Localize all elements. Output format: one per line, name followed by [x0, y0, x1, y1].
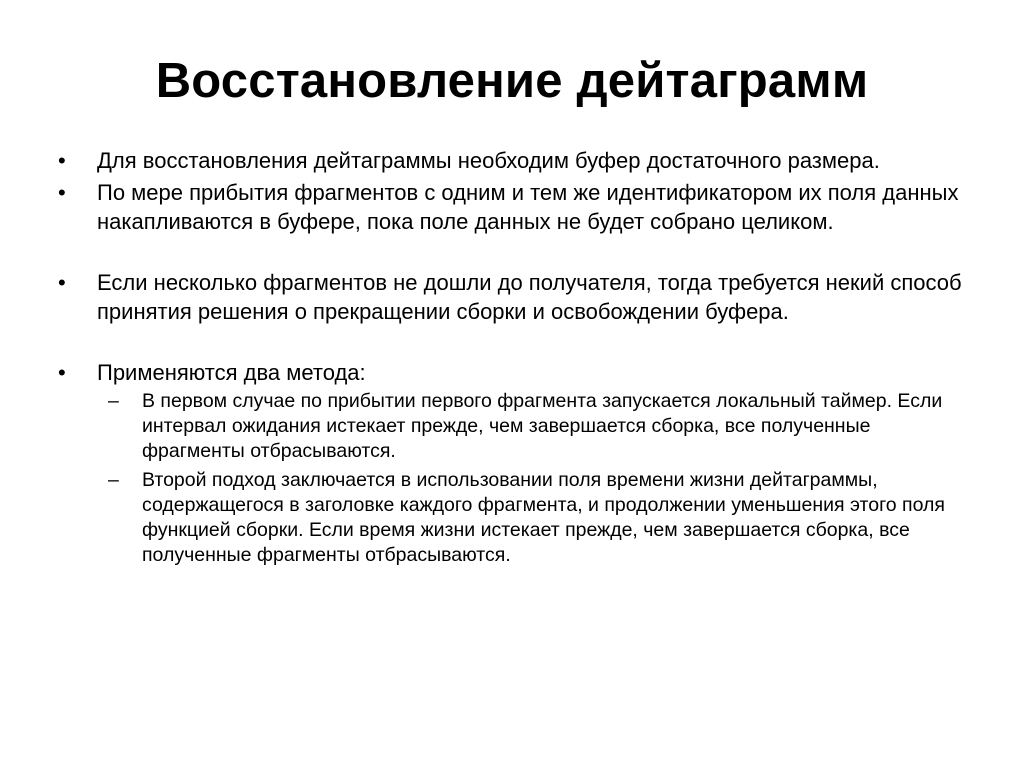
- bullet-item: [55, 178, 975, 237]
- bullet-marker: •: [58, 359, 66, 385]
- bullet-text: Для восстановления дейтаграммы необходим буфер достаточного размера.: [97, 148, 880, 173]
- bullet-text: Применяются два метода:: [97, 359, 366, 385]
- bullet-marker: •: [58, 148, 66, 173]
- sub-bullet-marker: –: [108, 390, 119, 412]
- bullet-item: [55, 358, 975, 388]
- slide-title: Восстановление дейтаграмм: [155, 54, 869, 108]
- bullet-marker: •: [58, 179, 66, 205]
- bullet-item: [55, 268, 975, 327]
- bullet-text: По мере прибытия фрагментов с одним и тем же идентификатором их поля данных накапливаются в буфере, пока поле данных не будет собрано целиком.: [97, 179, 959, 234]
- slide-content: [55, 146, 975, 572]
- bullet-item: [55, 146, 975, 176]
- sub-bullet-item: [55, 389, 975, 464]
- sub-bullet-text: В первом случае по прибытии первого фрагмента запускается локальный таймер. Если интервал ожидания истекает прежде, чем завершается сборка, все полученные фрагменты отбрасываются.: [142, 390, 943, 462]
- sub-bullet-marker: –: [108, 469, 119, 491]
- sub-bullet-text: Второй подход заключается в использовании поля времени жизни дейтаграммы, содержащегося в заголовке каждого фрагмента, и продолжении уменьшения этого поля функцией сборки. Если время жизни истекает прежде, чем завершается сборка, все полученные фрагменты отбрасываются.: [142, 469, 945, 566]
- sub-bullet-item: [55, 468, 975, 568]
- bullet-marker: •: [58, 269, 66, 295]
- bullet-text: Если несколько фрагментов не дошли до получателя, тогда требуется некий способ принятия решения о прекращении сборки и освобождении буфера.: [97, 269, 962, 324]
